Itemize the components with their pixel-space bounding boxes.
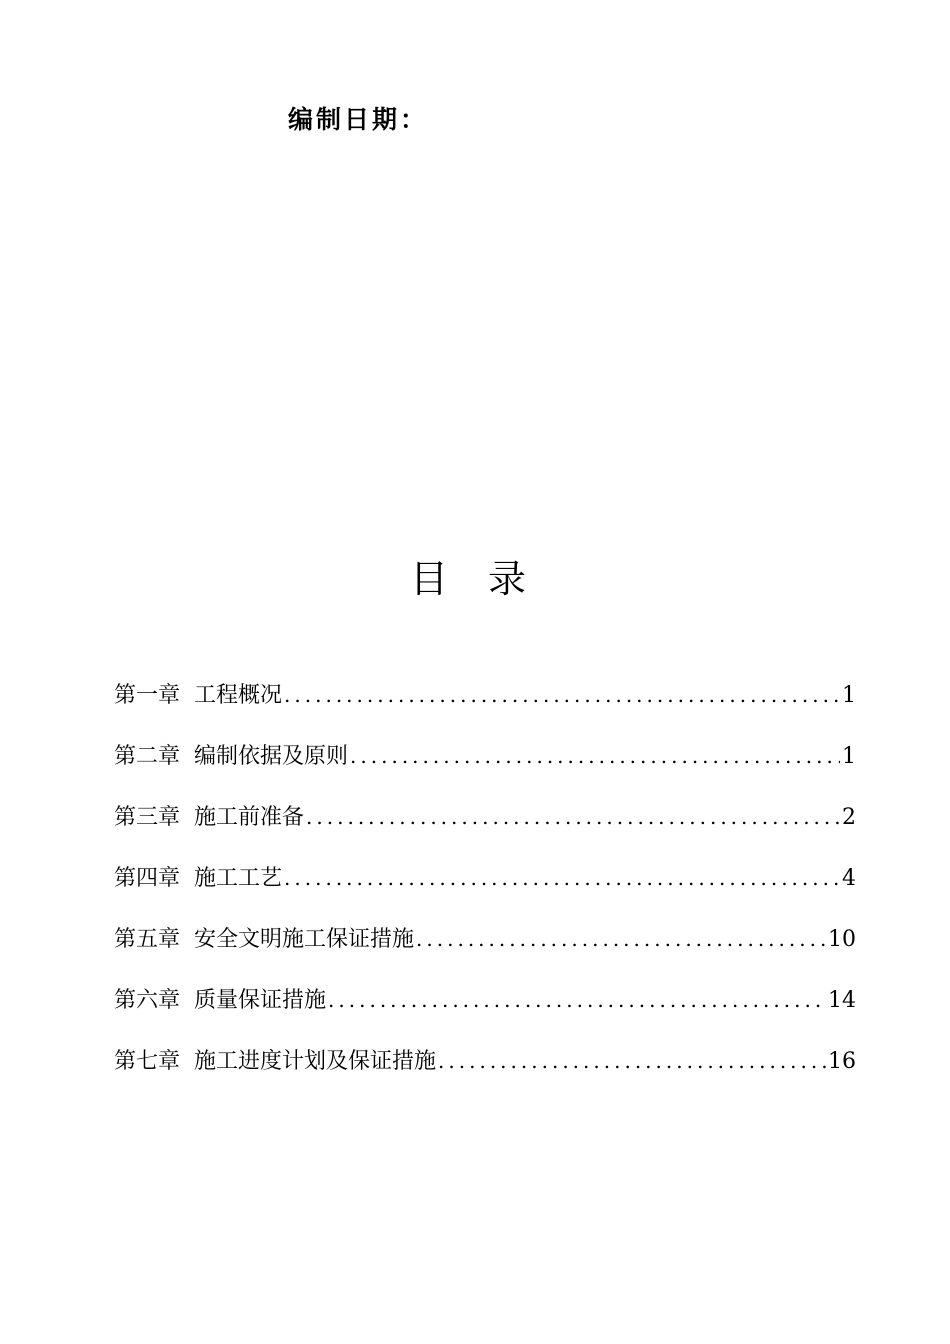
toc-entry[interactable] xyxy=(114,678,856,739)
toc-entry[interactable] xyxy=(114,800,856,861)
toc-chapter-number: 第七章 xyxy=(114,1049,181,1074)
toc-page-number: 10 xyxy=(828,927,856,952)
toc-page-number: 4 xyxy=(842,866,856,891)
toc-entry-title: 施工工艺 xyxy=(194,866,283,891)
toc-entry-title: 施工进度计划及保证措施 xyxy=(194,1049,437,1074)
toc-page-number: 1 xyxy=(842,683,856,708)
toc-entry-title: 工程概况 xyxy=(194,683,283,708)
toc-entry[interactable] xyxy=(114,922,856,983)
toc-page-number: 1 xyxy=(842,744,856,769)
toc-page-number: 14 xyxy=(828,988,856,1013)
toc-entry[interactable] xyxy=(114,861,856,922)
toc-chapter-number: 第三章 xyxy=(114,805,181,830)
toc-chapter-number: 第四章 xyxy=(114,866,181,891)
toc-chapter-number: 第一章 xyxy=(114,683,181,708)
toc-dot-leader xyxy=(284,683,840,707)
toc-page-number: 16 xyxy=(828,1049,856,1074)
toc-dot-leader xyxy=(350,744,840,768)
toc-entry-title: 质量保证措施 xyxy=(194,988,327,1013)
toc-entry-title: 安全文明施工保证措施 xyxy=(194,927,415,952)
toc-title: 目 录 xyxy=(409,557,541,601)
toc-dot-leader xyxy=(284,866,840,890)
toc-chapter-number: 第二章 xyxy=(114,744,181,769)
toc-dot-leader xyxy=(438,1049,826,1073)
toc-entry[interactable] xyxy=(114,983,856,1044)
toc-dot-leader xyxy=(416,927,826,951)
toc-dot-leader xyxy=(306,805,840,829)
toc-page-number: 2 xyxy=(842,805,856,830)
toc-entry[interactable] xyxy=(114,1044,856,1105)
toc-list xyxy=(114,678,856,1105)
toc-chapter-number: 第六章 xyxy=(114,988,181,1013)
toc-entry[interactable] xyxy=(114,739,856,800)
toc-entry-title: 编制依据及原则 xyxy=(194,744,349,769)
toc-dot-leader xyxy=(328,988,826,1012)
toc-entry-title: 施工前准备 xyxy=(194,805,305,830)
compile-date-label: 编制日期： xyxy=(288,105,429,134)
toc-chapter-number: 第五章 xyxy=(114,927,181,952)
